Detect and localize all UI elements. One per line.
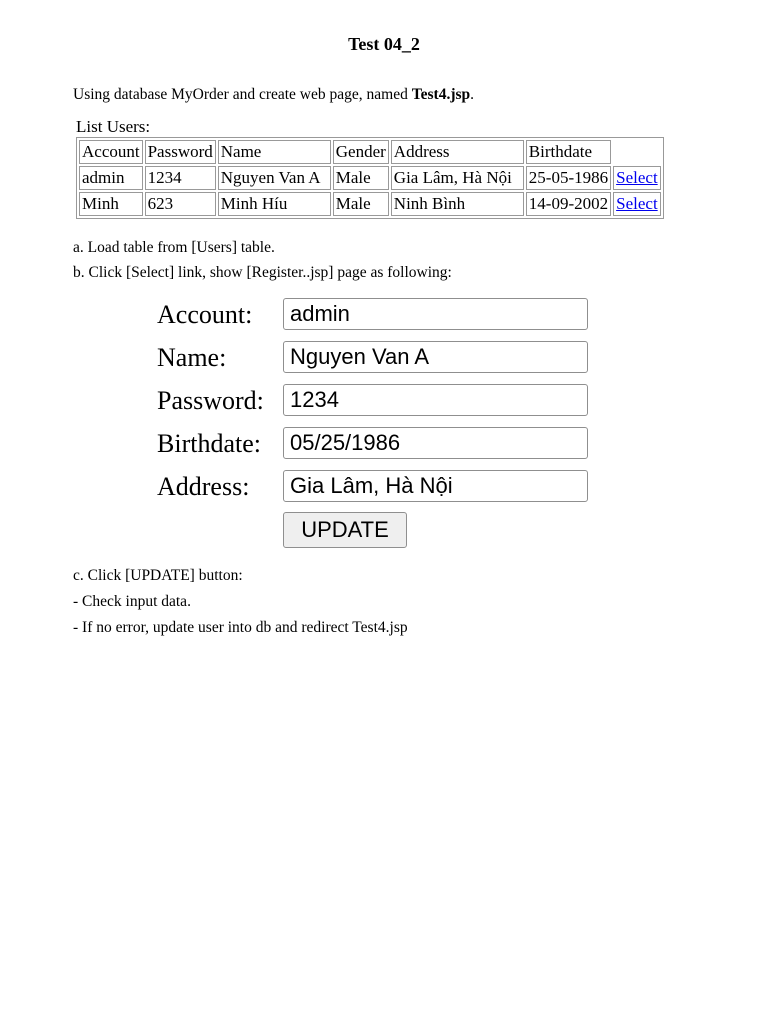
intro-prefix: Using database MyOrder and create web page, named [73, 86, 412, 103]
cell-account: admin [79, 166, 143, 190]
intro-suffix: . [470, 86, 475, 103]
update-button[interactable]: UPDATE [283, 512, 407, 548]
name-label: Name: [157, 343, 227, 372]
cell-password: 623 [145, 192, 216, 216]
table-row [79, 166, 661, 190]
header-birthdate: Birthdate [526, 140, 611, 164]
header-gender: Gender [333, 140, 389, 164]
select-link[interactable]: Select [616, 194, 658, 213]
table-header-row [79, 140, 661, 164]
users-table [76, 137, 664, 219]
birthdate-input[interactable]: 05/25/1986 [283, 427, 588, 459]
address-input[interactable]: Gia Lâm, Hà Nội [283, 470, 588, 502]
header-name: Name [218, 140, 331, 164]
cell-password: 1234 [145, 166, 216, 190]
cell-gender: Male [333, 192, 389, 216]
cell-birthdate: 14-09-2002 [526, 192, 611, 216]
cell-action [613, 192, 661, 216]
account-label: Account: [157, 300, 253, 329]
cell-action [613, 166, 661, 190]
account-input[interactable]: admin [283, 298, 588, 330]
step-c-text: c. Click [UPDATE] button: [73, 567, 243, 584]
step-b-text: b. Click [Select] link, show [Register..jsp] page as following: [73, 264, 452, 281]
cell-name: Nguyen Van A [218, 166, 331, 190]
step-c2-text: - If no error, update user into db and redirect Test4.jsp [73, 619, 408, 636]
header-empty-cell [613, 140, 661, 164]
table-caption: List Users: [76, 117, 151, 136]
cell-account: Minh [79, 192, 143, 216]
step-c1-text: - Check input data. [73, 593, 191, 610]
birthdate-label: Birthdate: [157, 429, 261, 458]
name-input[interactable]: Nguyen Van A [283, 341, 588, 373]
cell-gender: Male [333, 166, 389, 190]
password-label: Password: [157, 386, 264, 415]
cell-name: Minh Híu [218, 192, 331, 216]
cell-address: Gia Lâm, Hà Nội [391, 166, 524, 190]
table-row [79, 192, 661, 216]
intro-text [73, 86, 474, 104]
header-account: Account [79, 140, 143, 164]
cell-address: Ninh Bình [391, 192, 524, 216]
page-title: Test 04_2 [348, 34, 420, 54]
step-a-text: a. Load table from [Users] table. [73, 239, 275, 256]
cell-birthdate: 25-05-1986 [526, 166, 611, 190]
header-password: Password [145, 140, 216, 164]
header-address: Address [391, 140, 524, 164]
intro-filename: Test4.jsp [411, 86, 471, 103]
select-link[interactable]: Select [616, 168, 658, 187]
address-label: Address: [157, 472, 250, 501]
password-input[interactable]: 1234 [283, 384, 588, 416]
